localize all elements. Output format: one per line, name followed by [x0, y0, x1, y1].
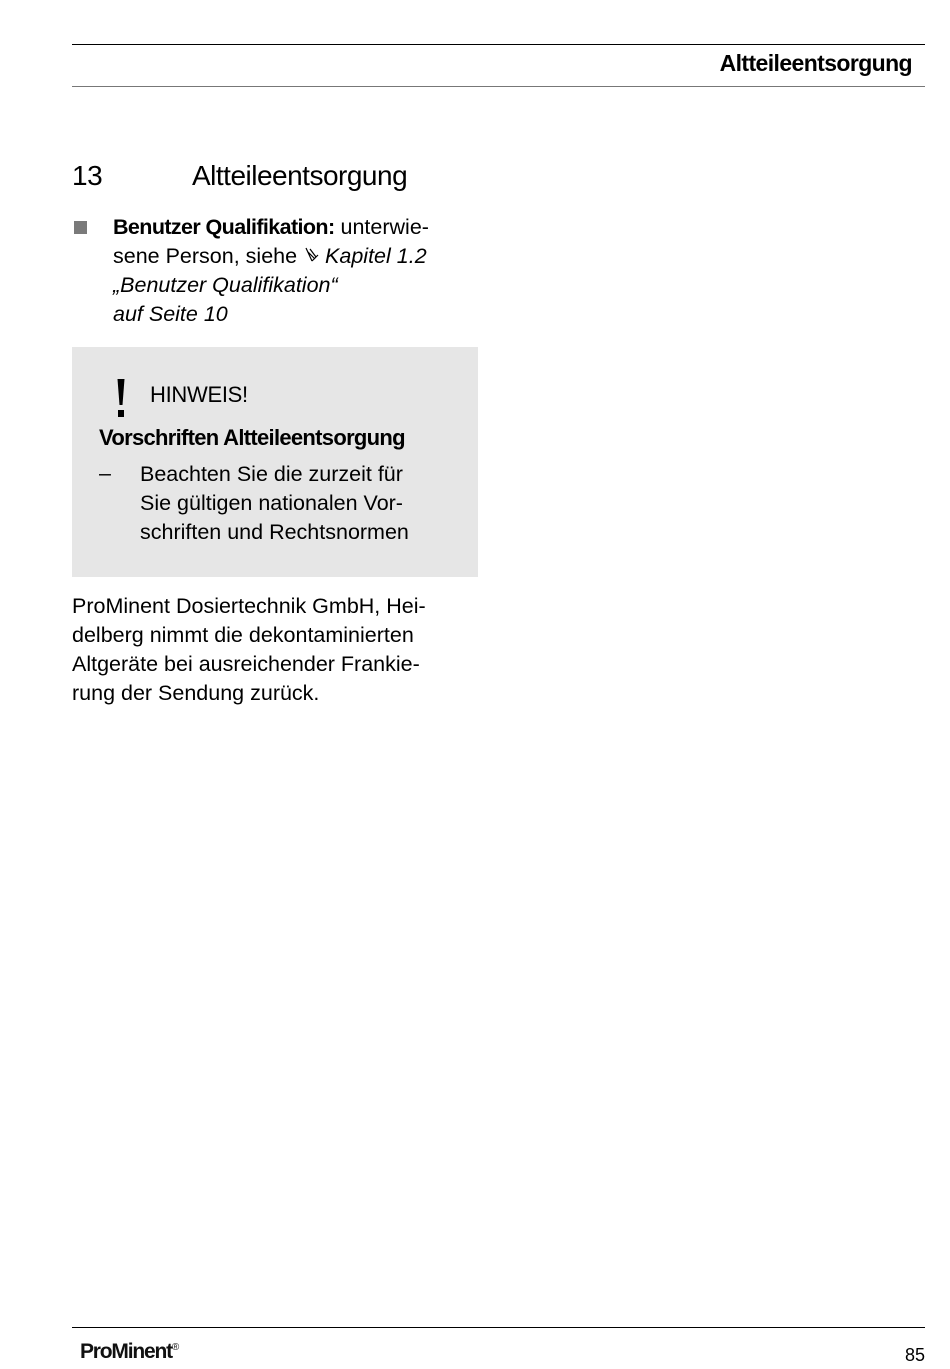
notice-item-text: Beachten Sie die zurzeit für Sie gültigen nationalen Vor- schriften und Rechtsnormen	[140, 462, 409, 544]
cross-reference-arrow-icon	[303, 246, 321, 264]
header-rule-top	[72, 44, 925, 45]
notice-title: Vorschriften Altteileentsorgung	[99, 425, 405, 450]
qualification-label: Benutzer Qualifikation:	[113, 215, 335, 239]
section-heading	[72, 160, 492, 192]
page-number: 85	[904, 1345, 925, 1365]
square-bullet-icon	[74, 221, 87, 234]
running-header-title: Altteileentsorgung	[719, 50, 912, 76]
qualification-text-line1: unterwie-	[334, 215, 429, 239]
section-title: Altteileentsorgung	[192, 160, 408, 191]
qualification-text	[113, 213, 482, 329]
notice-box	[72, 347, 478, 577]
prominent-logo: ProMinent®	[80, 1340, 180, 1363]
footer-rule	[72, 1327, 925, 1328]
section-number: 13	[72, 160, 103, 191]
qualification-text-line2: sene Person, siehe	[113, 244, 304, 268]
xref-link[interactable]: Kapitel 1.2 „Benutzer Qualifikation“ auf Seite 10	[113, 244, 427, 326]
notice-dash: –	[99, 461, 111, 485]
header-rule-bottom	[72, 86, 925, 87]
qualification-bullet-item	[72, 213, 482, 329]
notice-label: HINWEIS!	[150, 382, 248, 407]
exclamation-icon	[116, 378, 126, 418]
disposal-paragraph: ProMinent Dosiertechnik GmbH, Hei- delberg nimmt die dekontaminierten Altgeräte bei ausreichender Frankie- rung der Sendung zurück.	[72, 594, 426, 705]
